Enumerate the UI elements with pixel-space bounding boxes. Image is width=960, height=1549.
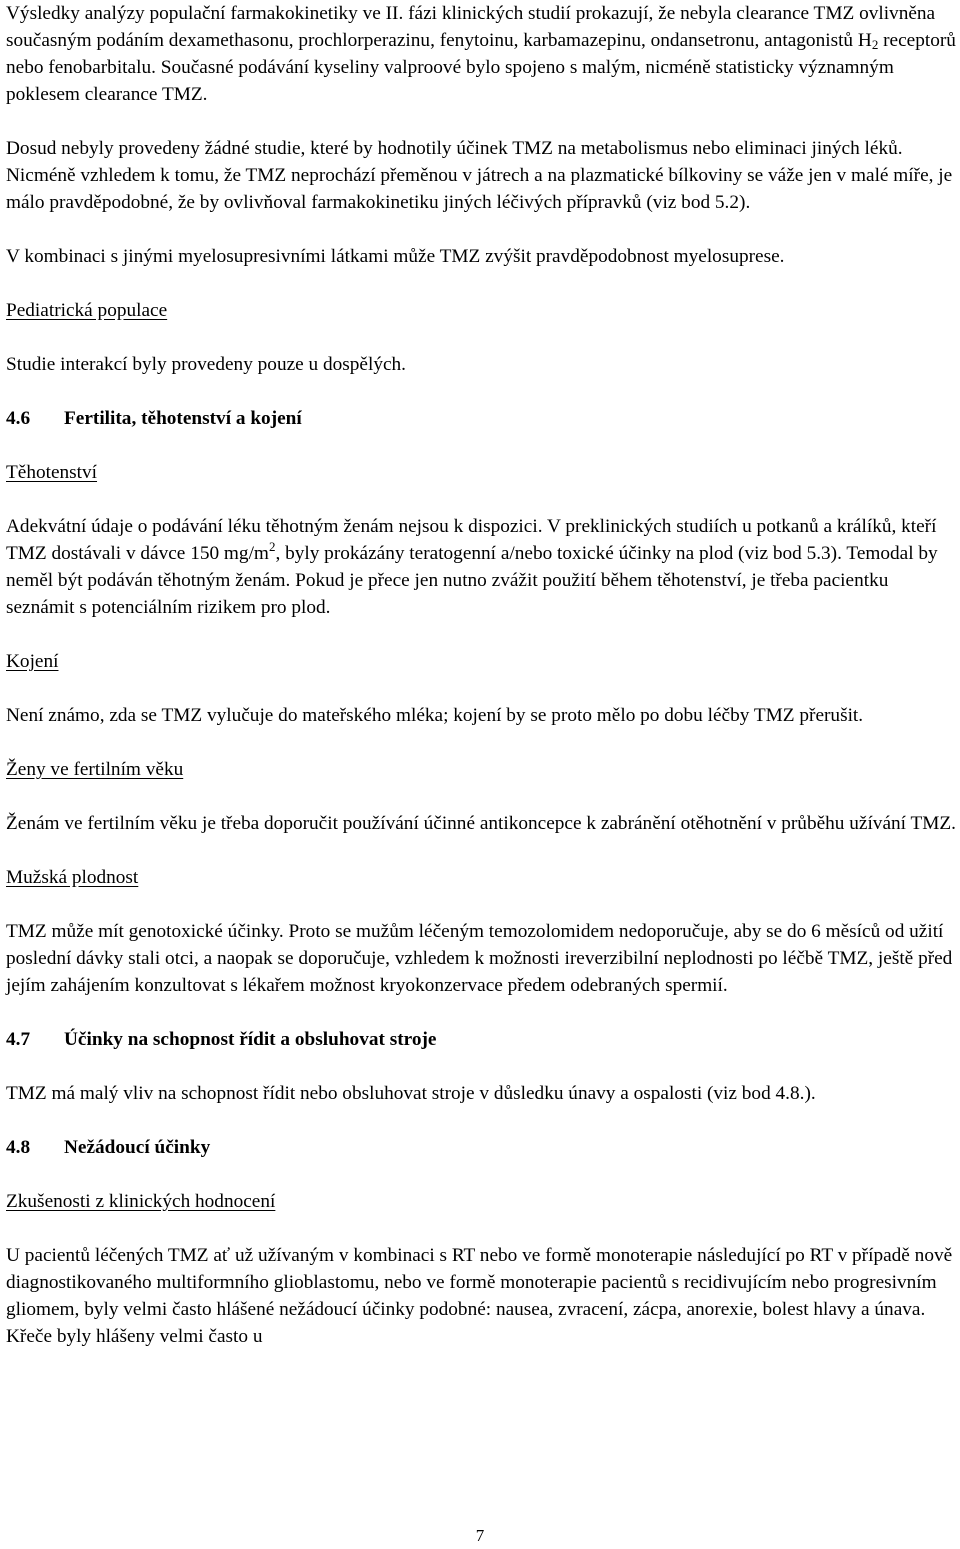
pregnancy-heading: Těhotenství	[6, 462, 98, 483]
section-4-8-number: 4.8	[6, 1137, 31, 1158]
pediatric-heading: Pediatrická populace	[6, 300, 168, 321]
section-4-8-heading	[6, 1134, 956, 1161]
intro-paragraph-1-part-a: Výsledky analýzy populační farmakokinetiky ve II. fázi klinických studií prokazují, že nebyla clearance TMZ ovlivněna současným podáním dexamethasonu, prochlorperazinu, fenytoinu, karbamazepinu, ondansetronu, antagonistů H	[6, 3, 936, 51]
superscript-2: 2	[268, 539, 276, 554]
subscript-h2: 2	[871, 37, 879, 52]
breastfeeding-paragraph: Není známo, zda se TMZ vylučuje do mateřského mléka; kojení by se proto mělo po dobu léčby TMZ přerušit.	[6, 705, 864, 726]
fertile-women-paragraph: Ženám ve fertilním věku je třeba doporučit používání účinné antikoncepce k zabránění otěhotnění v průběhu užívání TMZ.	[6, 813, 956, 834]
intro-paragraph-2: Dosud nebyly provedeny žádné studie, které by hodnotily účinek TMZ na metabolismus nebo eliminaci jiných léků. Nicméně vzhledem k tomu, že TMZ neprochází přeměnou v játrech a na plazmatické bílkoviny se váže jen v malé míře, je málo pravděpodobné, že by ovlivňoval farmakokinetiku jiných léčivých přípravků (viz bod 5.2).	[6, 138, 953, 213]
section-4-6-title: Fertilita, těhotenství a kojení	[64, 408, 302, 429]
pregnancy-text-part-b: , byly prokázány teratogenní a/nebo toxické účinky na plod (viz bod 5.3). Temodal by neměl být podáván těhotným ženám. Pokud je přece jen nutno zvážit použití během těhotenství, je třeba pacientku seznámit s potenciálním rizikem pro plod.	[6, 543, 938, 618]
section-4-8-title: Nežádoucí účinky	[64, 1137, 211, 1158]
clinical-experience-heading: Zkušenosti z klinických hodnocení	[6, 1191, 276, 1212]
pregnancy-text-part-a: Adekvátní údaje o podávání léku těhotným ženám nejsou k dispozici. V preklinických studiích u potkanů a králíků, kteří TMZ dostávali v dávce 150 mg/m	[6, 516, 937, 564]
breastfeeding-heading: Kojení	[6, 651, 59, 672]
page-number: 7	[475, 1526, 485, 1545]
section-4-7-paragraph: TMZ má malý vliv na schopnost řídit nebo obsluhovat stroje v důsledku únavy a ospalosti (viz bod 4.8.).	[6, 1083, 816, 1104]
section-4-7-heading	[6, 1026, 956, 1053]
fertile-women-heading: Ženy ve fertilním věku	[6, 759, 184, 780]
section-4-7-title: Účinky na schopnost řídit a obsluhovat stroje	[64, 1029, 437, 1050]
section-4-7-number: 4.7	[6, 1029, 31, 1050]
section-4-6-number: 4.6	[6, 408, 31, 429]
intro-paragraph-1	[6, 0, 956, 108]
intro-paragraph-4: Studie interakcí byly provedeny pouze u dospělých.	[6, 354, 406, 375]
document-page	[6, 0, 956, 1350]
section-4-6-heading	[6, 405, 956, 432]
intro-paragraph-1-part-b: receptorů nebo fenobarbitalu. Současné podávání kyseliny valproové bylo spojeno s malým, nicméně statisticky významným poklesem clearance TMZ.	[6, 30, 956, 105]
male-fertility-heading: Mužská plodnost	[6, 867, 139, 888]
clinical-experience-paragraph: U pacientů léčených TMZ ať už užívaným v kombinaci s RT nebo ve formě monoterapie následující po RT v případě nově diagnostikovaného multiformního glioblastomu, nebo ve formě monoterapie pacientů s recidivujícím nebo progresivním gliomem, byly velmi často hlášené nežádoucí účinky podobné: nausea, zvracení, zácpa, anorexie, bolest hlavy a únava. Křeče byly hlášeny velmi často u	[6, 1245, 953, 1347]
pregnancy-paragraph	[6, 513, 956, 621]
male-fertility-paragraph: TMZ může mít genotoxické účinky. Proto se mužům léčeným temozolomidem nedoporučuje, aby se do 6 měsíců od užití poslední dávky stali otci, a naopak se doporučuje, vzhledem k možnosti ireverzibilní neplodnosti po léčbě TMZ, ještě před jejím zahájením konzultovat s lékařem možnost kryokonzervace předem odebraných spermií.	[6, 921, 953, 996]
intro-paragraph-3: V kombinaci s jinými myelosupresivními látkami může TMZ zvýšit pravděpodobnost myelosuprese.	[6, 246, 785, 267]
